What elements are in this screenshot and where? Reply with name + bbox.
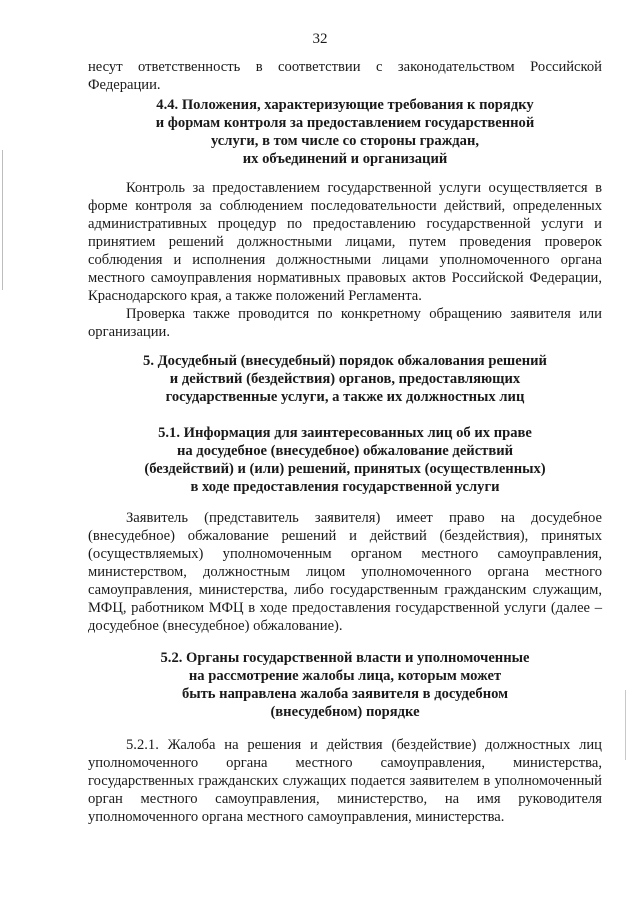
section-5-1-body	[88, 509, 602, 635]
heading-line: быть направлена жалоба заявителя в досудебном	[181, 686, 509, 702]
section-5-2-body	[88, 736, 602, 826]
paragraph: Заявитель (представитель заявителя) имеет право на досудебное (внесудебное) обжалование решений и действий (бездействия), принятых (осуществляемых) уполномоченным органом местного самоуправления, министерством, должностным лицом уполномоченного органа местного самоуправления, министерства, либо государственным гражданским служащим, МФЦ, работником МФЦ в ходе предоставления государственной услуги (далее – досудебное (внесудебное) обжалование).	[88, 510, 602, 634]
heading-line: на досудебное (внесудебное) обжалование действий	[176, 443, 514, 459]
heading-line: услуги, в том числе со стороны граждан,	[210, 133, 480, 149]
heading-line: государственные услуги, а также их должностных лиц	[165, 389, 525, 405]
paragraph: 5.2.1. Жалоба на решения и действия (бездействие) должностных лиц уполномоченного органа местного самоуправления, министерства, государственных гражданских служащих подается заявителем в уполномоченный орган местного самоуправления, министерство, на имя руководителя уполномоченного органа местного самоуправления, министерства.	[88, 737, 602, 825]
heading-line: (бездействий) и (или) решений, принятых (осуществленных)	[144, 461, 546, 477]
heading-line: в ходе предоставления государственной услуги	[190, 479, 500, 495]
section-5-2-heading	[88, 649, 602, 721]
intro-block	[88, 58, 602, 94]
heading-line: (внесудебном) порядке	[270, 704, 420, 720]
paragraph: Проверка также проводится по конкретному обращению заявителя или организации.	[88, 306, 602, 340]
heading-line: 5. Досудебный (внесудебный) порядок обжалования решений	[143, 353, 547, 369]
heading-line: на рассмотрение жалобы лица, которым может	[188, 668, 502, 684]
scan-edge-mark	[625, 690, 626, 760]
heading-line: их объединений и организаций	[242, 151, 448, 167]
heading-line: 5.2. Органы государственной власти и уполномоченные	[160, 650, 530, 666]
intro-line: несут ответственность в соответствии с законодательством Российской Федерации.	[88, 59, 602, 93]
section-4-4-body	[88, 179, 602, 341]
section-5-1-heading	[88, 424, 602, 496]
heading-line: 4.4. Положения, характеризующие требования к порядку	[156, 97, 534, 113]
heading-line: и формам контроля за предоставлением государственной	[155, 115, 535, 131]
paragraph: Контроль за предоставлением государственной услуги осуществляется в форме контроля за соблюдением последовательности действий, определенных административных процедур по предоставлению государственной услуги и принятием решений должностными лицами, путем проведения проверок соблюдения и исполнения должностными лицами уполномоченного органа местного самоуправления нормативных правовых актов Российской Федерации, Краснодарского края, а также положений Регламента.	[88, 180, 602, 304]
page-number: 32	[312, 31, 328, 47]
section-5-heading	[88, 352, 602, 406]
heading-line: и действий (бездействия) органов, предоставляющих	[169, 371, 521, 387]
section-4-4-heading	[88, 96, 602, 168]
heading-line: 5.1. Информация для заинтересованных лиц об их праве	[158, 425, 532, 441]
scan-edge-mark	[2, 150, 3, 290]
